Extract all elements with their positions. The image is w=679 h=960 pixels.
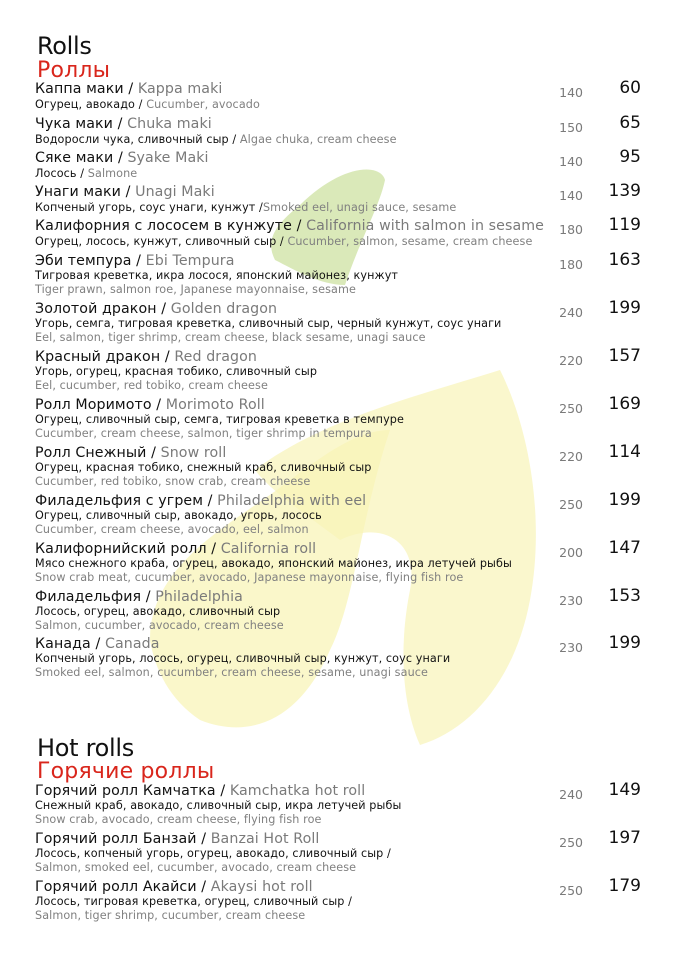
item-price: 179 [608, 876, 641, 896]
item-name: Калифорнийский ролл / California roll [35, 541, 317, 557]
item-description: Огурец, авокадо / Cucumber, avocado [35, 98, 260, 111]
item-description: Лосось / Salmone [35, 167, 138, 180]
item-description-en: Cucumber, red tobiko, snow crab, cream cheese [35, 475, 311, 488]
item-price: 153 [608, 586, 641, 606]
item-name: Ролл Моримото / Morimoto Roll [35, 397, 265, 413]
item-weight: 250 [559, 883, 583, 898]
item-description: Огурец, сливочный сыр, семга, тигровая креветка в темпуре [35, 413, 404, 426]
item-price: 119 [608, 215, 641, 235]
item-description: Огурец, лосось, кунжут, сливочный сыр / Cucumber, salmon, sesame, cream cheese [35, 235, 533, 248]
item-weight: 140 [559, 154, 583, 169]
item-description: Огурец, красная тобико, снежный краб, сливочный сыр [35, 461, 372, 474]
item-weight: 140 [559, 85, 583, 100]
item-price: 199 [608, 298, 641, 318]
item-name: Филадельфия с угрем / Philadelphia with eel [35, 493, 367, 509]
item-weight: 240 [559, 305, 583, 320]
item-price: 197 [608, 828, 641, 848]
item-weight: 200 [559, 545, 583, 560]
item-price: 199 [608, 633, 641, 653]
item-description-en: Snow crab meat, cucumber, avocado, Japanese mayonnaise, flying fish roe [35, 571, 464, 584]
item-price: 114 [608, 442, 641, 462]
item-name: Чука маки / Chuka maki [35, 116, 212, 132]
item-name: Филадельфия / Philadelphia [35, 589, 243, 605]
item-price: 139 [608, 181, 641, 201]
item-price: 65 [619, 113, 641, 133]
item-description: Копченый угорь, лосось, огурец, сливочный сыр, кунжут, соус унаги [35, 652, 451, 665]
item-weight: 220 [559, 449, 583, 464]
item-price: 147 [608, 538, 641, 558]
item-weight: 240 [559, 787, 583, 802]
item-weight: 140 [559, 188, 583, 203]
item-description: Мясо снежного краба, огурец, авокадо, японский майонез, икра летучей рыбы [35, 557, 512, 570]
item-name: Канада / Canada [35, 636, 160, 652]
item-description-en: Smoked eel, salmon, cucumber, cream cheese, sesame, unagi sauce [35, 666, 428, 679]
item-name: Горячий ролл Камчатка / Kamchatka hot roll [35, 783, 366, 799]
item-weight: 230 [559, 593, 583, 608]
item-description-en: Snow crab, avocado, cream cheese, flying fish roe [35, 813, 322, 826]
item-description-en: Salmon, smoked eel, cucumber, avocado, cream cheese [35, 861, 357, 874]
item-name: Калифорния с лососем в кунжуте / California with salmon in sesame [35, 218, 545, 234]
item-price: 60 [619, 78, 641, 98]
item-description: Тигровая креветка, икра лосося, японский майонез, кунжут [35, 269, 399, 282]
item-description: Угорь, огурец, красная тобико, сливочный сыр [35, 365, 318, 378]
item-name: Унаги маки / Unagi Maki [35, 184, 215, 200]
item-weight: 250 [559, 497, 583, 512]
item-weight: 180 [559, 222, 583, 237]
item-weight: 230 [559, 640, 583, 655]
item-weight: 250 [559, 835, 583, 850]
item-weight: 180 [559, 257, 583, 272]
section-title-ru: Роллы [37, 58, 111, 83]
section-title-ru: Горячие роллы [37, 759, 215, 784]
section-title-en: Rolls [37, 32, 92, 60]
item-description: Лосось, копченый угорь, огурец, авокадо, сливочный сыр / [35, 847, 391, 860]
item-weight: 150 [559, 120, 583, 135]
item-description: Огурец, сливочный сыр, авокадо, угорь, лосось [35, 509, 322, 522]
item-name: Сяке маки / Syake Maki [35, 150, 209, 166]
item-description-en: Cucumber, cream cheese, avocado, eel, salmon [35, 523, 309, 536]
item-weight: 220 [559, 353, 583, 368]
item-name: Ролл Снежный / Snow roll [35, 445, 227, 461]
section-title-en: Hot rolls [37, 734, 134, 762]
item-price: 95 [619, 147, 641, 167]
item-price: 199 [608, 490, 641, 510]
item-description: Лосось, огурец, авокадо, сливочный сыр [35, 605, 281, 618]
item-name: Красный дракон / Red dragon [35, 349, 258, 365]
item-name: Каппа маки / Kappa maki [35, 81, 223, 97]
item-description-en: Eel, cucumber, red tobiko, cream cheese [35, 379, 268, 392]
item-description: Лосось, тигровая креветка, огурец, сливочный сыр / [35, 895, 352, 908]
item-description-en: Tiger prawn, salmon roe, Japanese mayonnaise, sesame [35, 283, 356, 296]
item-name: Эби темпура / Ebi Tempura [35, 253, 235, 269]
item-description: Снежный краб, авокадо, сливочный сыр, икра летучей рыбы [35, 799, 402, 812]
item-description-en: Salmon, cucumber, avocado, cream cheese [35, 619, 284, 632]
item-description-en: Salmon, tiger shrimp, cucumber, cream cheese [35, 909, 306, 922]
item-price: 163 [608, 250, 641, 270]
item-description: Копченый угорь, соус унаги, кунжут /Smoked eel, unagi sauce, sesame [35, 201, 457, 214]
item-price: 149 [608, 780, 641, 800]
item-description: Угорь, семга, тигровая креветка, сливочный сыр, черный кунжут, соус унаги [35, 317, 502, 330]
item-price: 157 [608, 346, 641, 366]
item-description: Водоросли чука, сливочный сыр / Algae chuka, cream cheese [35, 133, 397, 146]
item-name: Золотой дракон / Golden dragon [35, 301, 278, 317]
item-description-en: Eel, salmon, tiger shrimp, cream cheese, black sesame, unagi sauce [35, 331, 426, 344]
item-weight: 250 [559, 401, 583, 416]
item-name: Горячий ролл Акайси / Akaysi hot roll [35, 879, 313, 895]
item-name: Горячий ролл Бaнзай / Banzai Hot Roll [35, 831, 320, 847]
item-description-en: Cucumber, cream cheese, salmon, tiger shrimp in tempura [35, 427, 372, 440]
item-price: 169 [608, 394, 641, 414]
